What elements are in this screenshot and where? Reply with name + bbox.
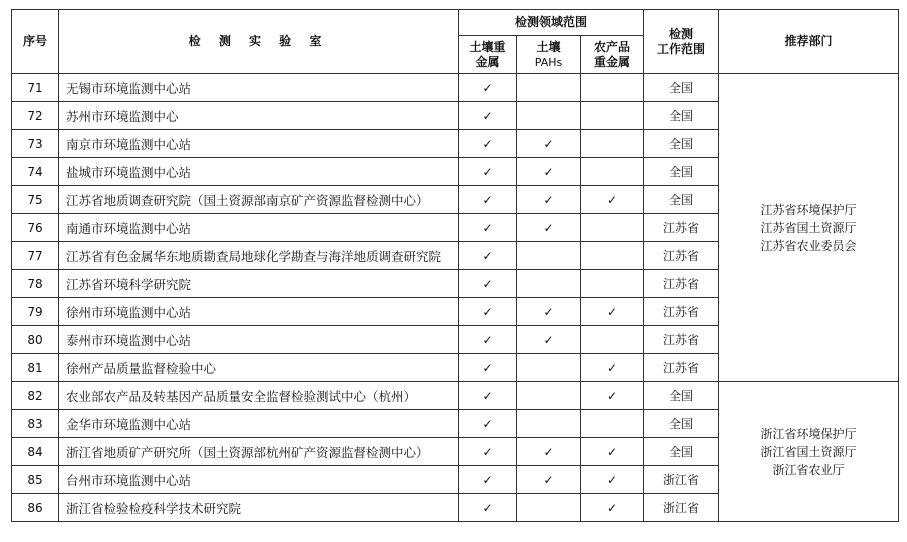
soil-metal-check: ✓ (459, 438, 517, 466)
header-soil-metal-line1: 土壤重 (469, 39, 506, 54)
header-agri-metal-line1: 农产品 (593, 39, 630, 54)
work-scope: 全国 (644, 382, 719, 410)
row-number: 75 (12, 186, 59, 214)
lab-name: 南京市环境监测中心站 (59, 130, 459, 158)
row-number: 82 (12, 382, 59, 410)
lab-name: 徐州市环境监测中心站 (59, 298, 459, 326)
dept-group-jiangsu (719, 74, 899, 382)
soil-metal-check: ✓ (459, 186, 517, 214)
soil-pahs-check: ✓ (517, 158, 581, 186)
row-number: 77 (12, 242, 59, 270)
work-scope: 江苏省 (644, 298, 719, 326)
row-number: 79 (12, 298, 59, 326)
agri-metal-check: ✓ (581, 438, 644, 466)
header-soil-pahs-line1: 土壤 (536, 39, 561, 54)
lab-name: 农业部农产品及转基因产品质量安全监督检验测试中心（杭州） (59, 382, 459, 410)
agri-metal-check (581, 130, 644, 158)
lab-name: 盐城市环境监测中心站 (59, 158, 459, 186)
agri-metal-check (581, 102, 644, 130)
soil-pahs-check: ✓ (517, 130, 581, 158)
work-scope: 全国 (644, 186, 719, 214)
lab-name: 台州市环境监测中心站 (59, 466, 459, 494)
agri-metal-check (581, 326, 644, 354)
row-number: 84 (12, 438, 59, 466)
row-number: 86 (12, 494, 59, 522)
agri-metal-check (581, 242, 644, 270)
soil-pahs-check: ✓ (517, 186, 581, 214)
lab-name: 金华市环境监测中心站 (59, 410, 459, 438)
lab-name: 江苏省环境科学研究院 (59, 270, 459, 298)
header-agri-metal (581, 36, 644, 74)
soil-pahs-check: ✓ (517, 438, 581, 466)
work-scope: 全国 (644, 410, 719, 438)
soil-pahs-check (517, 74, 581, 102)
header-soil-metal (459, 36, 517, 74)
row-number: 80 (12, 326, 59, 354)
lab-name: 江苏省有色金属华东地质勘查局地球化学勘查与海洋地质调查研究院 (59, 242, 459, 270)
work-scope: 江苏省 (644, 354, 719, 382)
soil-metal-check: ✓ (459, 270, 517, 298)
lab-name: 江苏省地质调查研究院（国土资源部南京矿产资源监督检测中心） (59, 186, 459, 214)
header-soil-metal-line2: 金属 (475, 54, 500, 69)
soil-metal-check: ✓ (459, 298, 517, 326)
dept-line: 江苏省农业委员会 (760, 238, 857, 253)
soil-metal-check: ✓ (459, 382, 517, 410)
agri-metal-check (581, 410, 644, 438)
work-scope: 江苏省 (644, 326, 719, 354)
soil-metal-check: ✓ (459, 410, 517, 438)
lab-name: 无锡市环境监测中心站 (59, 74, 459, 102)
soil-metal-check: ✓ (459, 130, 517, 158)
soil-metal-check: ✓ (459, 158, 517, 186)
work-scope: 江苏省 (644, 242, 719, 270)
dept-line: 浙江省环境保护厅 (760, 426, 857, 441)
agri-metal-check (581, 214, 644, 242)
header-scope (644, 10, 719, 74)
dept-group-zhejiang (719, 382, 899, 522)
soil-pahs-check (517, 270, 581, 298)
lab-name: 苏州市环境监测中心 (59, 102, 459, 130)
soil-pahs-check (517, 354, 581, 382)
row-number: 71 (12, 74, 59, 102)
row-number: 85 (12, 466, 59, 494)
row-number: 73 (12, 130, 59, 158)
lab-name: 徐州产品质量监督检验中心 (59, 354, 459, 382)
row-number: 83 (12, 410, 59, 438)
work-scope: 浙江省 (644, 466, 719, 494)
lab-name: 浙江省地质矿产研究所（国土资源部杭州矿产资源监督检测中心） (59, 438, 459, 466)
dept-line: 浙江省国土资源厅 (760, 444, 857, 459)
soil-pahs-check (517, 382, 581, 410)
agri-metal-check: ✓ (581, 494, 644, 522)
soil-metal-check: ✓ (459, 242, 517, 270)
dept-line: 浙江省农业厅 (772, 462, 845, 477)
soil-pahs-check: ✓ (517, 466, 581, 494)
agri-metal-check (581, 158, 644, 186)
header-dept: 推荐部门 (719, 10, 899, 74)
soil-pahs-check: ✓ (517, 326, 581, 354)
soil-pahs-check (517, 242, 581, 270)
agri-metal-check: ✓ (581, 354, 644, 382)
work-scope: 江苏省 (644, 214, 719, 242)
agri-metal-check (581, 74, 644, 102)
agri-metal-check: ✓ (581, 382, 644, 410)
soil-metal-check: ✓ (459, 354, 517, 382)
agri-metal-check (581, 270, 644, 298)
soil-pahs-check (517, 102, 581, 130)
soil-pahs-check (517, 410, 581, 438)
row-number: 72 (12, 102, 59, 130)
work-scope: 全国 (644, 130, 719, 158)
work-scope: 全国 (644, 74, 719, 102)
header-lab: 检 测 实 验 室 (59, 10, 459, 74)
lab-name: 南通市环境监测中心站 (59, 214, 459, 242)
table-row (12, 382, 899, 410)
soil-pahs-check: ✓ (517, 214, 581, 242)
dept-line: 江苏省国土资源厅 (760, 220, 857, 235)
agri-metal-check: ✓ (581, 298, 644, 326)
work-scope: 全国 (644, 158, 719, 186)
soil-pahs-check (517, 494, 581, 522)
row-number: 74 (12, 158, 59, 186)
header-soil-pahs (517, 36, 581, 74)
lab-table-container (11, 9, 899, 522)
lab-name: 浙江省检验检疫科学技术研究院 (59, 494, 459, 522)
header-scope-line1: 检测 (668, 26, 693, 41)
work-scope: 江苏省 (644, 270, 719, 298)
dept-line: 江苏省环境保护厅 (760, 202, 857, 217)
header-seq: 序号 (12, 10, 59, 74)
row-number: 78 (12, 270, 59, 298)
soil-metal-check: ✓ (459, 102, 517, 130)
table-row (12, 74, 899, 102)
soil-metal-check: ✓ (459, 214, 517, 242)
soil-metal-check: ✓ (459, 494, 517, 522)
table-body (12, 74, 899, 522)
row-number: 81 (12, 354, 59, 382)
header-agri-metal-line2: 重金属 (593, 54, 630, 69)
header-domain-group: 检测领域范围 (459, 10, 644, 36)
row-number: 76 (12, 214, 59, 242)
soil-metal-check: ✓ (459, 74, 517, 102)
agri-metal-check: ✓ (581, 466, 644, 494)
soil-metal-check: ✓ (459, 466, 517, 494)
work-scope: 全国 (644, 438, 719, 466)
header-soil-pahs-line2: PAHs (534, 55, 563, 69)
soil-metal-check: ✓ (459, 326, 517, 354)
work-scope: 浙江省 (644, 494, 719, 522)
agri-metal-check: ✓ (581, 186, 644, 214)
header-scope-line2: 工作范围 (656, 41, 705, 56)
lab-table (11, 9, 899, 522)
soil-pahs-check: ✓ (517, 298, 581, 326)
work-scope: 全国 (644, 102, 719, 130)
lab-name: 泰州市环境监测中心站 (59, 326, 459, 354)
